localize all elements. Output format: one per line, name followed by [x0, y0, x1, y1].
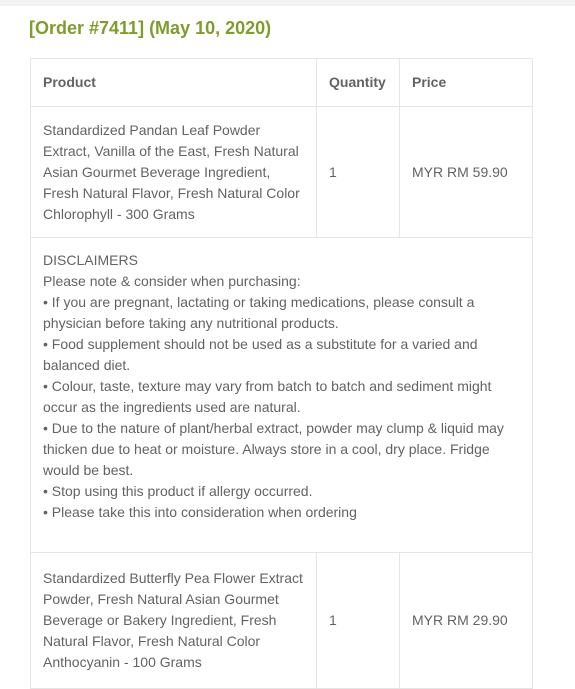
item-quantity: 1: [317, 107, 400, 238]
disclaimer-cell: [31, 238, 533, 553]
product-name: Standardized Pandan Leaf Powder Extract, Vanilla of the East, Fresh Natural Asian Gourmet Beverage Ingredient, Fresh Natural Flavor, Fresh Natural Color Chlorophyll - 300 Grams: [31, 107, 317, 238]
price-column-header: Price: [400, 59, 533, 107]
quantity-column-header: Quantity: [317, 59, 400, 107]
product-column-header: Product: [31, 59, 317, 107]
disclaimer-row: [31, 238, 533, 553]
item-price: MYR RM 59.90: [400, 107, 533, 238]
table-row: [31, 107, 533, 238]
item-price: MYR RM 29.90: [400, 553, 533, 689]
table-header-row: [31, 59, 533, 107]
disclaimer-text: DISCLAIMERS Please note & consider when purchasing: • If you are pregnant, lactating or taking medications, please consult a physician before taking any nutritional products. • Food supplement should not be used as a substitute for a varied and balanced diet. • Colour, taste, texture may vary from batch to batch and sediment might occur as the ingredients used are natural. • Due to the nature of plant/herbal extract, powder may clump & liquid may thicken due to heat or moisture. Always store in a cool, dry place. Fridge would be best. • Stop using this product if allergy occurred. • Please take this into consideration when ordering: [43, 252, 504, 520]
table-row: [31, 553, 533, 689]
order-items-table: [30, 58, 533, 689]
item-quantity: 1: [317, 553, 400, 689]
product-name: Standardized Butterfly Pea Flower Extract Powder, Fresh Natural Asian Gourmet Beverage or Bakery Ingredient, Fresh Natural Flavor, Fresh Natural Color Anthocyanin - 100 Grams: [31, 553, 317, 689]
order-heading: [Order #7411] (May 10, 2020): [29, 18, 272, 38]
